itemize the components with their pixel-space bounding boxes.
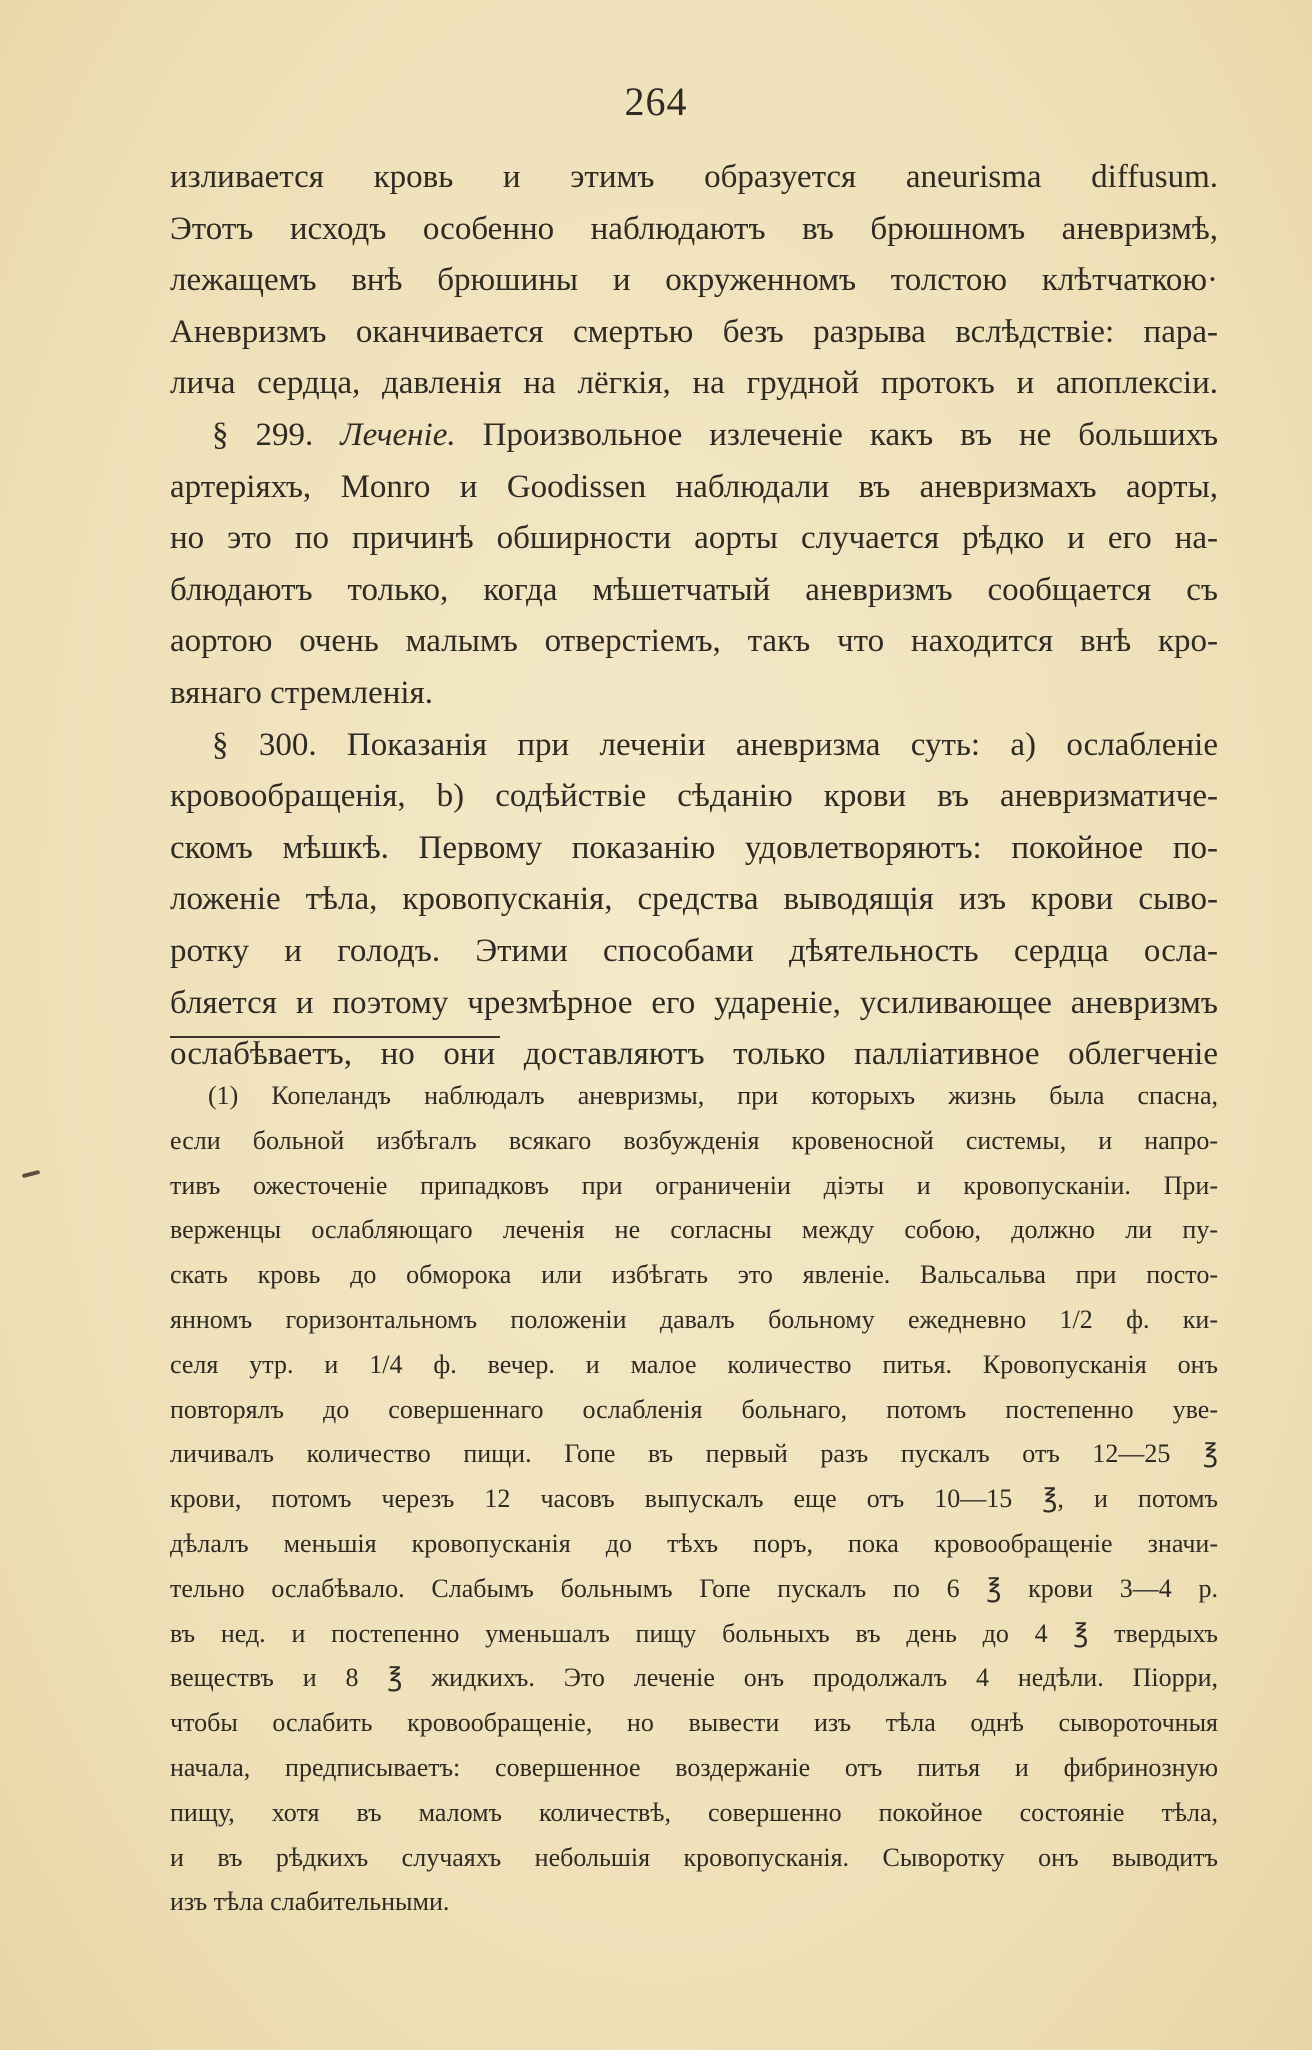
section-299-line (170, 410, 1218, 462)
footnote-line: веществъ и 8 ℥ жидкихъ. Это леченіе онъ продолжалъ 4 недѣли. Піорри, (170, 1663, 1218, 1693)
text-line: кровообращенія, b) содѣйствіе сѣданію крови въ аневризматиче- (170, 778, 1218, 815)
footnote-line: (1) Копеландъ наблюдалъ аневризмы, при которыхъ жизнь была спасна, (208, 1081, 1218, 1110)
footnote-line: личивалъ количество пищи. Гопе въ первый разъ пускалъ отъ 12—25 ℥ (170, 1439, 1218, 1469)
footnote-line: чтобы ослабить кровообращеніе, но вывести изъ тѣла однѣ сывороточныя (170, 1708, 1218, 1738)
text-line: изливается кровь и этимъ образуется aneurisma diffusum. (170, 159, 1218, 195)
text-line: лича сердца, давленія на лёгкія, на грудной протокъ и апоплексіи. (170, 365, 1218, 402)
margin-ink-mark (22, 1170, 40, 1178)
footnote-divider (170, 1036, 500, 1038)
text-line: лежащемъ внѣ брюшины и окруженномъ толстою клѣтчаткою· (170, 262, 1218, 299)
page-number: 264 (624, 79, 688, 124)
main-text (170, 152, 1218, 1081)
footnote-line: крови, потомъ черезъ 12 часовъ выпускалъ еще отъ 10—15 ℥, и потомъ (170, 1484, 1218, 1514)
text-fragment: рѣдко и его на- (962, 520, 1218, 557)
footnote-line: скать кровь до обморока или избѣгать это явленіе. Вальсальва при посто- (170, 1260, 1218, 1290)
text-fragment: Произвольное излеченіе какъ въ не большихъ (482, 416, 1219, 453)
footnote-line: тивъ ожесточеніе припадковъ при ограниченіи діэты и кровопусканіи. При- (170, 1170, 1218, 1200)
footnote-line: если больной избѣгалъ всякаго возбужденія кровеносной системы, и напро- (170, 1125, 1218, 1155)
footnote-line: тельно ослабѣвало. Слабымъ больнымъ Гопе пускалъ по 6 ℥ крови 3—4 р. (170, 1573, 1218, 1603)
section-number: § 299. (212, 416, 314, 453)
text-line: артеріяхъ, Monro и Goodissen наблюдали въ аневризмахъ аорты, (170, 468, 1218, 505)
text-line: скомъ мѣшкѣ. Первому показанію удовлетворяютъ: покойное по- (170, 829, 1218, 866)
text-line: бляется и поэтому чрезмѣрное его удареніе, усиливающее аневризмъ (170, 984, 1218, 1021)
footnote-line: начала, предписываетъ: совершенное воздержаніе отъ питья и фибринозную (170, 1752, 1218, 1782)
section-heading: Леченіе. (340, 416, 456, 453)
text-line: ложеніе тѣла, кровопусканія, средства выводящія изъ крови сыво- (170, 881, 1218, 918)
text-line: вянаго стремленія. (170, 674, 433, 711)
footnote-line: дѣлалъ меньшія кровопусканія до тѣхъ поръ, пока кровообращеніе значи- (170, 1528, 1218, 1558)
text-line (170, 513, 1218, 565)
footnote-line: повторялъ до совершеннаго ослабленія больнаго, потомъ постепенно уве- (170, 1394, 1218, 1424)
footnote (170, 1074, 1218, 1925)
text-line: ослабѣваетъ, но они доставляютъ только палліативное облегченіе (170, 1036, 1218, 1073)
footnote-line: пищу, хотя въ маломъ количествѣ, совершенно покойное состояніе тѣла, (170, 1797, 1218, 1827)
footnote-line: въ нед. и постепенно уменьшалъ пищу больныхъ въ день до 4 ℥ твердыхъ (170, 1618, 1218, 1648)
footnote-line: верженцы ослабляющаго леченія не согласны между собою, должно ли пу- (170, 1215, 1218, 1245)
footnote-line: и въ рѣдкихъ случаяхъ небольшія кровопусканія. Сыворотку онъ выводитъ (170, 1842, 1218, 1872)
text-line: аортою очень малымъ отверстіемъ, такъ что находится внѣ кро- (170, 623, 1218, 660)
text-line: Аневризмъ оканчивается смертью безъ разрыва вслѣдствіе: пара- (170, 313, 1218, 350)
section-300-line: § 300. Показанія при леченіи аневризма суть: a) ослабленіе (212, 726, 1218, 763)
text-fragment: но это по причинѣ обширности аорты случается (170, 520, 940, 557)
footnote-line: селя утр. и 1/4 ф. вечер. и малое количество питья. Кровопусканія онъ (170, 1349, 1218, 1379)
text-line: блюдаютъ только, когда мѣшетчатый аневризмъ сообщается съ (170, 571, 1218, 608)
text-line: ротку и голодъ. Этими способами дѣятельность сердца осла- (170, 932, 1218, 969)
footnote-line: изъ тѣла слабительными. (170, 1887, 450, 1917)
footnote-line: янномъ горизонтальномъ положеніи давалъ больному ежедневно 1/2 ф. ки- (170, 1304, 1218, 1334)
text-line: Этотъ исходъ особенно наблюдаютъ въ брюшномъ аневризмѣ, (170, 210, 1218, 247)
